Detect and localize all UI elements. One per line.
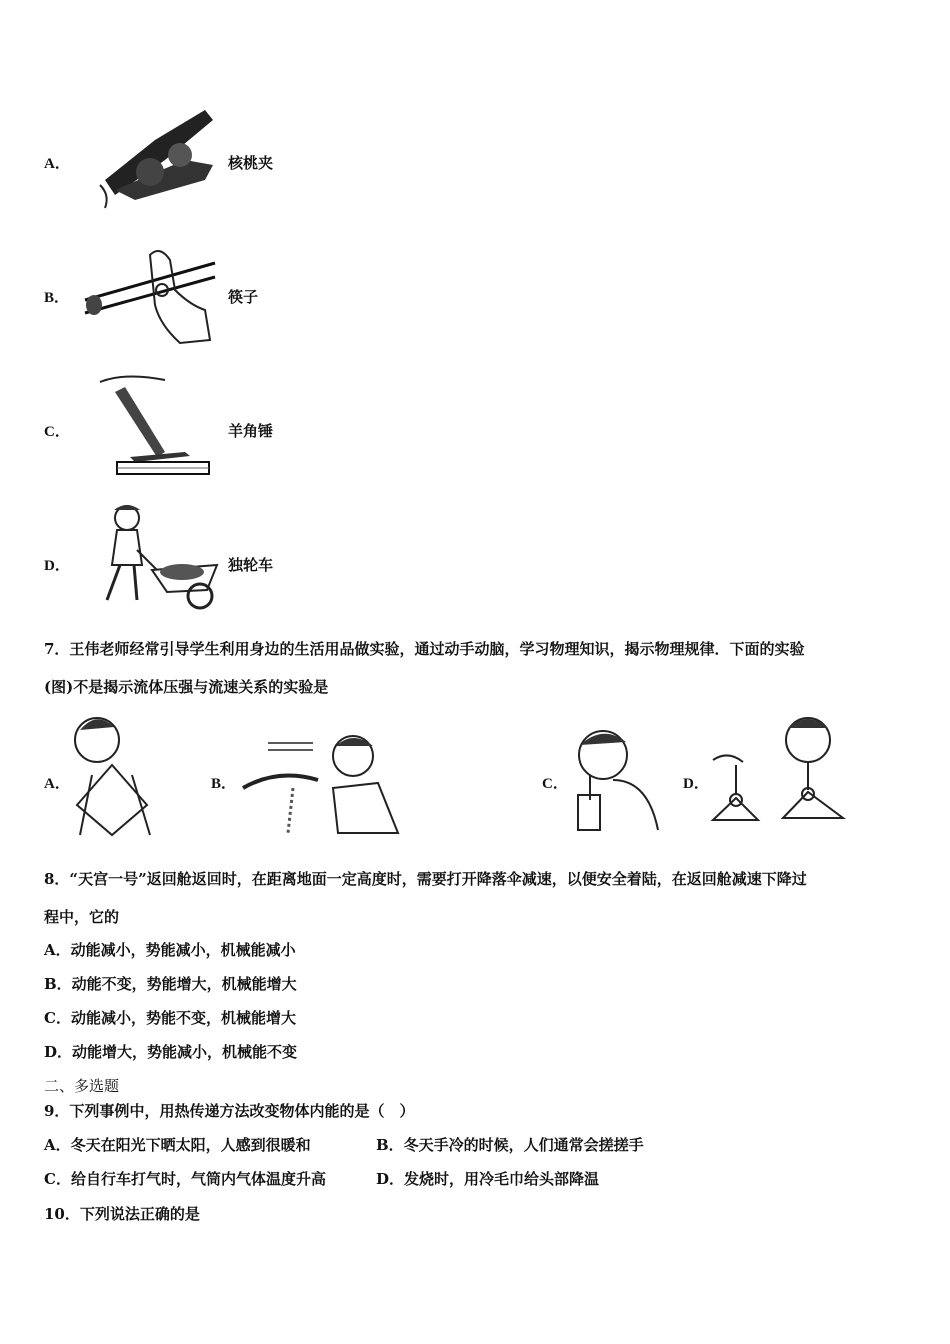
q7-option-d-letter: D．	[683, 776, 709, 792]
q9-option-a: A．冬天在阳光下晒太阳，人感到很暖和	[44, 1136, 311, 1154]
q6-option-c-letter: C．	[44, 424, 70, 440]
q8-stem-line2: 程中，它的	[44, 908, 120, 926]
q6-option-c-label: 羊角锤	[228, 422, 274, 440]
q8-option-b: B．动能不变，势能增大，机械能增大	[44, 975, 297, 993]
blowing-paper-illustration	[72, 705, 162, 844]
funnel-ball-illustration	[708, 710, 853, 839]
q7-stem-line1: 7．王伟老师经常引导学生利用身边的生活用品做实验，通过动手动脑，学习物理知识，揭示物理规律．下面的实验	[44, 640, 805, 658]
q9-option-c: C．给自行车打气时，气筒内气体温度升高	[44, 1170, 326, 1188]
q10-stem: 10．下列说法正确的是	[44, 1205, 200, 1223]
section-title-multiple-choice: 二、多选题	[44, 1077, 120, 1095]
q9-option-b: B．冬天手冷的时候，人们通常会搓搓手	[376, 1136, 644, 1154]
q8-option-a: A．动能减小，势能减小，机械能减小	[44, 941, 296, 959]
q6-option-b-label: 筷子	[228, 288, 259, 306]
straw-drinking-illustration	[568, 720, 663, 839]
q7-stem-line2: (图)不是揭示流体压强与流速关系的实验是	[44, 678, 329, 696]
q8-option-d: D．动能增大，势能减小，机械能不变	[44, 1043, 298, 1061]
q6-option-a-letter: A．	[44, 156, 70, 172]
q9-stem: 9．下列事例中，用热传递方法改变物体内能的是（ ）	[44, 1102, 415, 1120]
q6-option-d-letter: D．	[44, 558, 70, 574]
chopsticks-illustration	[80, 245, 220, 349]
wheelbarrow-illustration	[82, 500, 222, 614]
q7-option-a-letter: A．	[44, 776, 70, 792]
q9-option-d: D．发烧时，用冷毛巾给头部降温	[376, 1170, 600, 1188]
q8-stem-line1: 8．“天宫一号”返回舱返回时，在距离地面一定高度时，需要打开降落伞减速，以便安全着陆，在返回舱减速下降过	[44, 870, 807, 888]
claw-hammer-illustration	[95, 372, 215, 486]
nutcracker-illustration	[95, 100, 220, 214]
q6-option-a-label: 核桃夹	[228, 154, 274, 172]
q8-option-c: C．动能减小，势能不变，机械能增大	[44, 1009, 296, 1027]
q7-option-b-letter: B．	[211, 776, 237, 792]
q6-option-b-letter: B．	[44, 290, 70, 306]
q6-option-d-label: 独轮车	[228, 556, 274, 574]
q7-option-c-letter: C．	[542, 776, 568, 792]
blowing-strip-illustration	[238, 728, 403, 842]
